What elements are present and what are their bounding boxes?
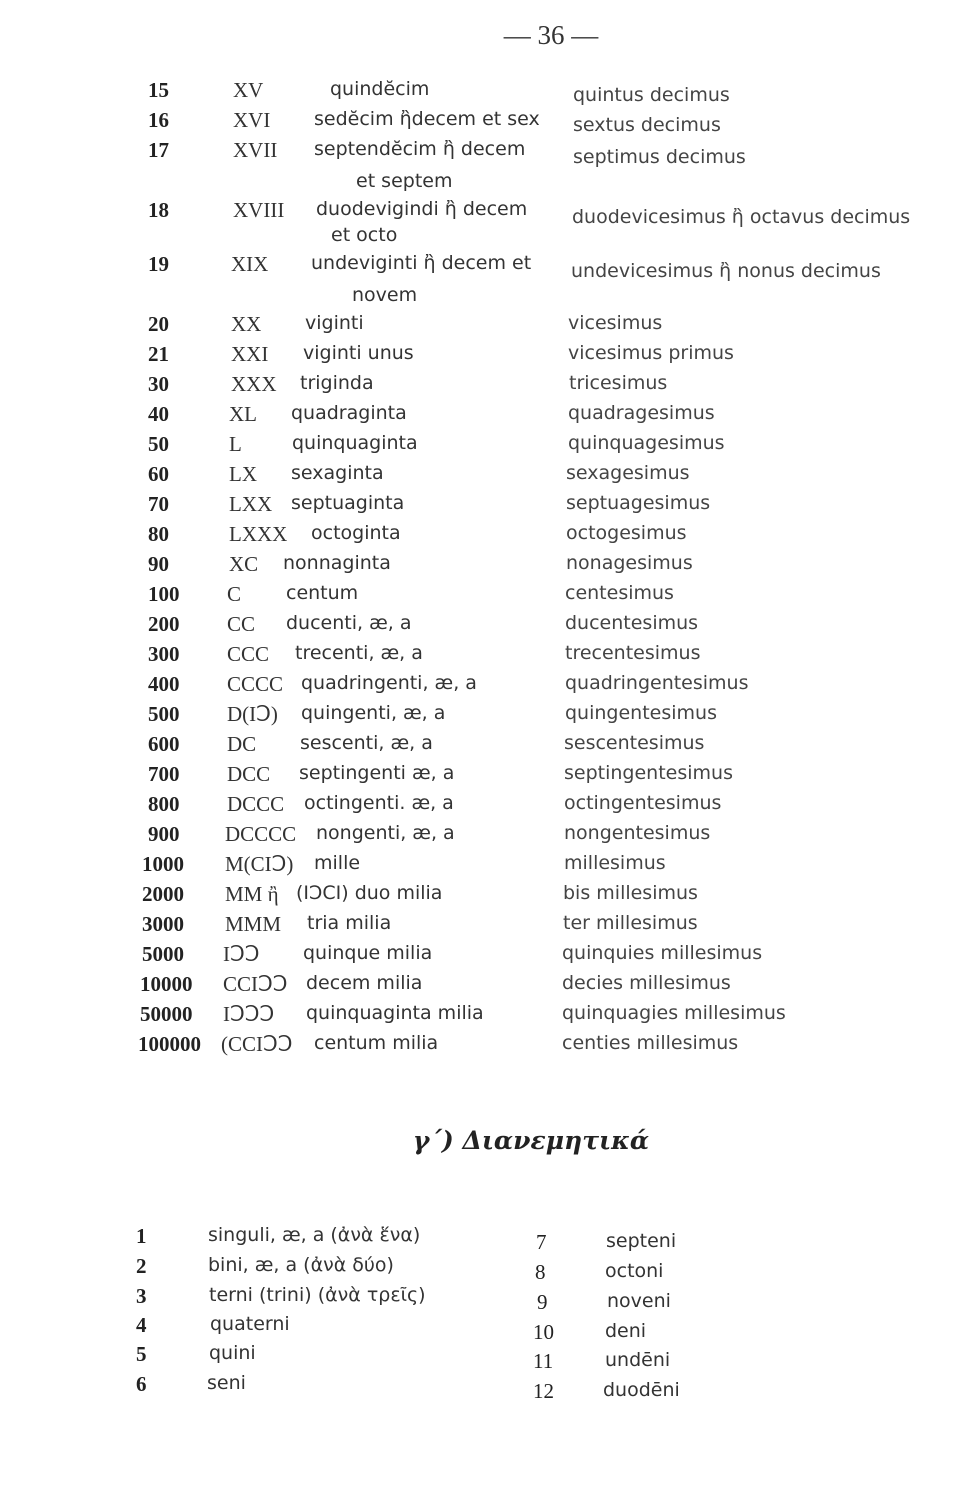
table-row [0, 78, 972, 108]
ordinal-latin: sextus decimus [573, 114, 721, 136]
roman-numeral: LX [229, 462, 257, 486]
arabic-numeral: 17 [148, 138, 169, 162]
roman-numeral: M(CIↃ) [225, 852, 294, 876]
roman-numeral: DC [227, 732, 257, 756]
table-row [0, 882, 972, 912]
table-row [0, 108, 972, 138]
table-row [0, 252, 972, 282]
ordinal-latin: nonagesimus [566, 552, 693, 574]
roman-numeral: XXI [231, 342, 269, 366]
ordinal-latin: septimus decimus [573, 146, 746, 168]
arabic-numeral: 21 [148, 342, 169, 366]
arabic-numeral: 500 [148, 702, 180, 726]
distributive-number: 1 [136, 1224, 147, 1248]
roman-numeral: CCCC [227, 672, 284, 696]
distributive-number: 10 [533, 1320, 554, 1344]
roman-numeral: XIX [231, 252, 269, 276]
roman-numeral: (CCIↃↃ [221, 1032, 293, 1056]
arabic-numeral: 18 [148, 198, 169, 222]
cardinal-latin: centum [286, 582, 359, 604]
cardinal-latin: decem milia [306, 972, 423, 994]
cardinal-latin: quadringenti, æ, a [301, 672, 477, 694]
arabic-numeral: 80 [148, 522, 169, 546]
arabic-numeral: 900 [148, 822, 180, 846]
roman-numeral: IↃↃↃ [223, 1002, 275, 1026]
roman-numeral: MMM [225, 912, 282, 936]
cardinal-latin: trecenti, æ, a [295, 642, 423, 664]
distributive-latin: octoni [605, 1260, 664, 1282]
arabic-numeral: 90 [148, 552, 169, 576]
cardinal-latin: octingenti. æ, a [304, 792, 454, 814]
arabic-numeral: 300 [148, 642, 180, 666]
page-number: — 36 — [503, 20, 599, 50]
table-row [0, 822, 972, 852]
table-row [0, 432, 972, 462]
table-row [0, 792, 972, 822]
table-row [0, 372, 972, 402]
table-row [0, 732, 972, 762]
roman-numeral: CCIↃↃ [223, 972, 288, 996]
cardinal-latin: quinquaginta [292, 432, 418, 454]
arabic-numeral: 70 [148, 492, 169, 516]
distributive-latin: seni [207, 1372, 246, 1394]
distributive-latin: undēni [605, 1349, 671, 1371]
ordinal-latin: ter millesimus [563, 912, 698, 934]
arabic-numeral: 10000 [140, 972, 193, 996]
ordinal-latin: ducentesimus [565, 612, 699, 634]
distributive-latin: singuli, æ, a (ἀνὰ ἕνα) [208, 1224, 421, 1246]
roman-numeral: MM ἢ [225, 882, 279, 906]
table-row [0, 852, 972, 882]
arabic-numeral: 200 [148, 612, 180, 636]
arabic-numeral: 19 [148, 252, 169, 276]
arabic-numeral: 60 [148, 462, 169, 486]
arabic-numeral: 100000 [138, 1032, 201, 1056]
distributive-latin: septeni [606, 1230, 677, 1252]
table-row [0, 942, 972, 972]
ordinal-latin: tricesimus [569, 372, 668, 394]
list-item [0, 1230, 972, 1260]
distributive-latin: bini, æ, a (ἀνὰ δύο) [208, 1254, 394, 1276]
cardinal-latin: sescenti, æ, a [300, 732, 433, 754]
cardinal-latin: septingenti æ, a [299, 762, 455, 784]
roman-numeral: IↃↃ [223, 942, 260, 966]
ordinal-latin: undevicesimus ἢ nonus decimus [571, 260, 881, 282]
cardinal-latin: quinque milia [303, 942, 433, 964]
table-row [0, 612, 972, 642]
distributive-latin: quini [209, 1342, 256, 1364]
cardinal-latin: ducenti, æ, a [286, 612, 412, 634]
section-heading: γ΄) Διανεμητικά [412, 1126, 650, 1155]
cardinal-latin: sedĕcim ἢdecem et sex [314, 108, 540, 130]
arabic-numeral: 700 [148, 762, 180, 786]
ordinal-latin: vicesimus primus [568, 342, 734, 364]
table-row [0, 198, 972, 228]
table-row [0, 702, 972, 732]
table-row [0, 672, 972, 702]
cardinal-latin: nonnaginta [283, 552, 391, 574]
table-row [0, 912, 972, 942]
roman-numeral: DCCC [227, 792, 285, 816]
ordinal-latin: trecentesimus [565, 642, 701, 664]
distributive-latin: quaterni [210, 1313, 290, 1335]
table-row [0, 762, 972, 792]
roman-numeral: XX [231, 312, 262, 336]
cardinal-latin-continuation: et septem [356, 170, 453, 192]
distributive-number: 3 [136, 1284, 147, 1308]
table-row [0, 582, 972, 612]
distributive-number: 6 [136, 1372, 147, 1396]
table-row [0, 1032, 972, 1062]
distributive-number: 2 [136, 1254, 147, 1278]
roman-numeral: L [229, 432, 242, 456]
arabic-numeral: 40 [148, 402, 169, 426]
table-row [0, 342, 972, 372]
arabic-numeral: 2000 [142, 882, 184, 906]
ordinal-latin: vicesimus [568, 312, 663, 334]
cardinal-latin-continuation: et octo [331, 224, 398, 246]
roman-numeral: XL [229, 402, 257, 426]
cardinal-latin: septendĕcim ἢ decem [314, 138, 526, 160]
ordinal-latin: bis millesimus [563, 882, 698, 904]
arabic-numeral: 800 [148, 792, 180, 816]
table-row [0, 312, 972, 342]
ordinal-latin: septingentesimus [564, 762, 733, 784]
roman-numeral: XVI [233, 108, 271, 132]
cardinal-latin: septuaginta [291, 492, 405, 514]
table-row [0, 402, 972, 432]
table-row [0, 492, 972, 522]
ordinal-latin: quinquies millesimus [562, 942, 763, 964]
distributive-number: 7 [536, 1230, 547, 1254]
table-row [0, 138, 972, 168]
roman-numeral: LXX [229, 492, 273, 516]
cardinal-latin: octoginta [311, 522, 401, 544]
ordinal-latin: octogesimus [566, 522, 687, 544]
arabic-numeral: 30 [148, 372, 169, 396]
distributive-number: 4 [136, 1313, 147, 1337]
cardinal-latin: viginti unus [303, 342, 414, 364]
distributive-latin: deni [605, 1320, 647, 1342]
cardinal-latin: undeviginti ἢ decem et [311, 252, 532, 274]
ordinal-latin: centesimus [565, 582, 674, 604]
roman-numeral: CC [227, 612, 256, 636]
ordinal-latin: sescentesimus [564, 732, 705, 754]
cardinal-latin: duodevigindi ἢ decem [316, 198, 528, 220]
arabic-numeral: 400 [148, 672, 180, 696]
cardinal-latin: quadraginta [291, 402, 407, 424]
arabic-numeral: 5000 [142, 942, 184, 966]
distributive-number: 5 [136, 1342, 147, 1366]
cardinal-latin: quingenti, æ, a [301, 702, 446, 724]
roman-numeral: LXXX [229, 522, 288, 546]
cardinal-latin: triginda [300, 372, 374, 394]
ordinal-latin: centies millesimus [562, 1032, 739, 1054]
ordinal-latin: decies millesimus [562, 972, 731, 994]
arabic-numeral: 50000 [140, 1002, 193, 1026]
arabic-numeral: 15 [148, 78, 169, 102]
arabic-numeral: 3000 [142, 912, 184, 936]
arabic-numeral: 20 [148, 312, 169, 336]
cardinal-latin: quindĕcim [330, 78, 430, 100]
cardinal-latin: nongenti, æ, a [316, 822, 455, 844]
roman-numeral: D(IↃ) [227, 702, 278, 726]
ordinal-latin: quinquagies millesimus [562, 1002, 786, 1024]
roman-numeral: CCC [227, 642, 270, 666]
ordinal-latin: septuagesimus [566, 492, 711, 514]
list-item [0, 1379, 972, 1409]
ordinal-latin: quadringentesimus [565, 672, 749, 694]
cardinal-latin: (IↃCI) duo milia [296, 882, 443, 904]
cardinal-latin: mille [314, 852, 361, 874]
distributive-number: 8 [535, 1260, 546, 1284]
ordinal-latin: quadragesimus [568, 402, 715, 424]
cardinal-latin: centum milia [314, 1032, 439, 1054]
table-row [0, 522, 972, 552]
table-row [0, 552, 972, 582]
distributive-latin: noveni [607, 1290, 671, 1312]
list-item [0, 1320, 972, 1350]
arabic-numeral: 16 [148, 108, 169, 132]
roman-numeral: XVII [233, 138, 278, 162]
distributive-latin: duodēni [603, 1379, 680, 1401]
distributive-latin: terni (trini) (ἀνὰ τρεῖς) [209, 1284, 426, 1306]
arabic-numeral: 100 [148, 582, 180, 606]
ordinal-latin: duodevicesimus ἢ octavus decimus [572, 206, 911, 228]
cardinal-latin: tria milia [307, 912, 392, 934]
arabic-numeral: 50 [148, 432, 169, 456]
list-item [0, 1290, 972, 1320]
ordinal-latin: nongentesimus [564, 822, 711, 844]
table-row [0, 462, 972, 492]
table-row [0, 642, 972, 672]
arabic-numeral: 1000 [142, 852, 184, 876]
table-row [0, 972, 972, 1002]
roman-numeral: DCC [227, 762, 271, 786]
ordinal-latin: millesimus [564, 852, 666, 874]
cardinal-latin-continuation: novem [352, 284, 418, 306]
arabic-numeral: 600 [148, 732, 180, 756]
distributive-number: 11 [533, 1349, 554, 1373]
distributive-number: 12 [533, 1379, 554, 1403]
roman-numeral: DCCCC [225, 822, 297, 846]
cardinal-latin: quinquaginta milia [306, 1002, 484, 1024]
ordinal-latin: octingentesimus [564, 792, 722, 814]
ordinal-latin: quingentesimus [565, 702, 717, 724]
ordinal-latin: quintus decimus [573, 84, 730, 106]
cardinal-latin: sexaginta [291, 462, 384, 484]
distributive-number: 9 [537, 1290, 548, 1314]
cardinal-latin: viginti [305, 312, 364, 334]
roman-numeral: XVIII [233, 198, 285, 222]
table-row [0, 1002, 972, 1032]
roman-numeral: C [227, 582, 242, 606]
ordinal-latin: quinquagesimus [568, 432, 725, 454]
roman-numeral: XC [229, 552, 259, 576]
list-item [0, 1260, 972, 1290]
roman-numeral: XV [233, 78, 264, 102]
ordinal-latin: sexagesimus [566, 462, 690, 484]
roman-numeral: XXX [231, 372, 277, 396]
list-item [0, 1349, 972, 1379]
